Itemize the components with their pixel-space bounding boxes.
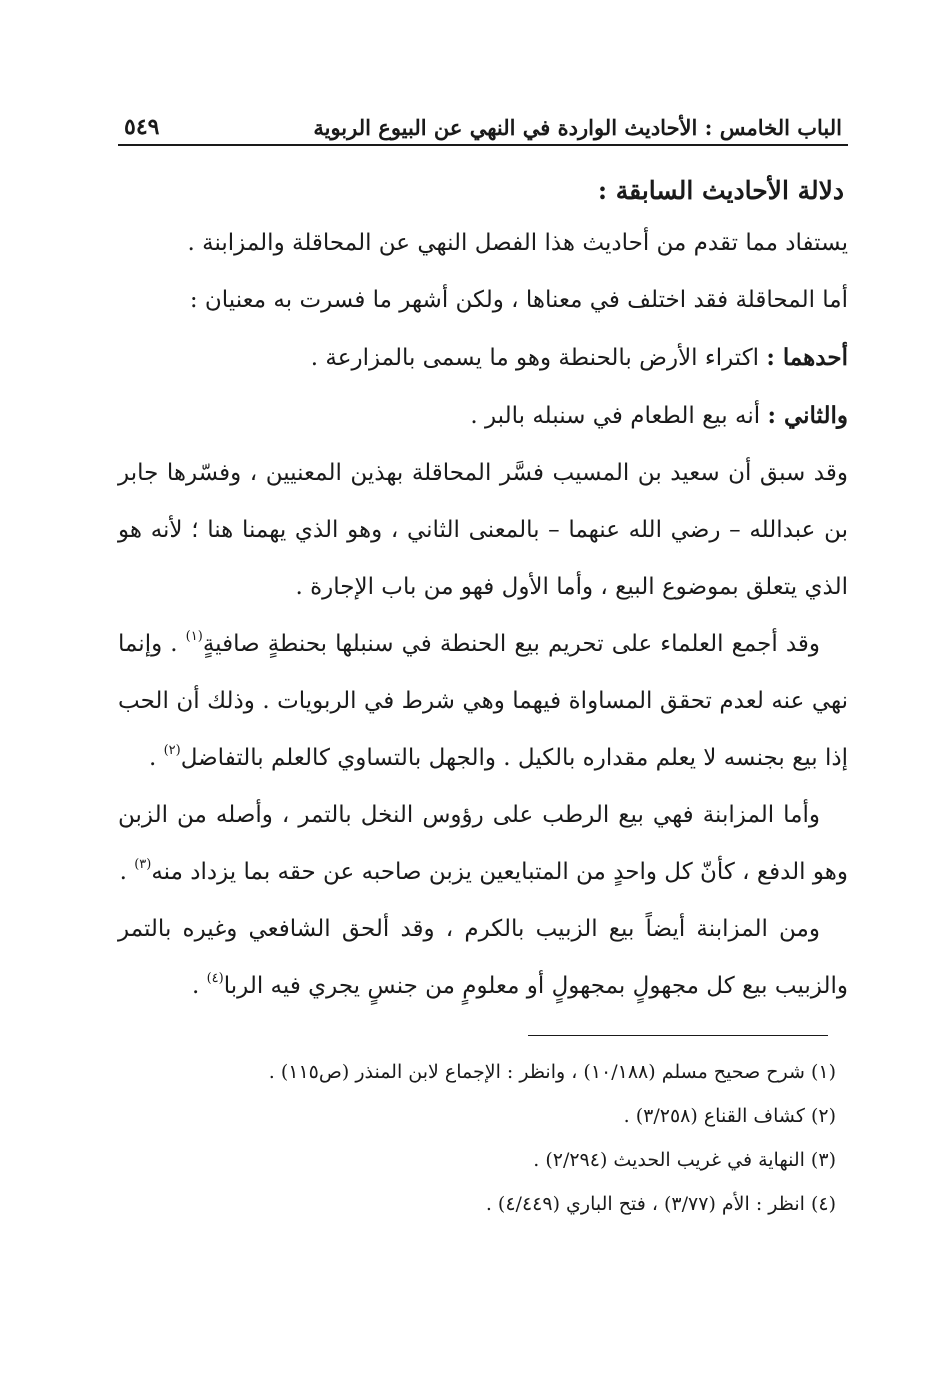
footnote-item: (٣) النهاية في غريب الحديث (٢/٢٩٤) . [533,1149,836,1171]
paragraph-text: . [119,859,135,885]
section-heading: دلالة الأحاديث السابقة : [597,176,844,205]
paragraph-text: وقد سبق أن سعيد بن المسيب فسَّر المحاقلة بهذين المعنيين ، وفسّرها جابر بن عبدالله – رضي الله عنهما – بالمعنى الثاني ، وهو الذي يهمنا هنا ؛ لأنه هو الذي يتعلق بموضوع البيع ، وأما الأول فهو من باب الإجارة . [118,460,848,600]
footnote-item: (١) شرح صحيح مسلم (١٠/١٨٨) ، وانظر : الإجماع لابن المنذر (ص١١٥) . [268,1061,836,1083]
paragraph [118,387,848,445]
page-number: ٥٤٩ [124,114,160,140]
footnote-item: (٤) انظر : الأم (٣/٧٧) ، فتح الباري (٤/٤٤٩) . [485,1193,836,1215]
paragraph [118,787,848,901]
paragraph-text: أما المحاقلة فقد اختلف في معناها ، ولكن أشهر ما فسرت به معنيان : [189,287,848,313]
footnote-separator [528,1035,828,1036]
paragraph [118,616,848,787]
paragraph-text: يستفاد مما تقدم من أحاديث هذا الفصل النهي عن المحاقلة والمزابنة . [187,230,848,256]
paragraph-lead: والثاني : [767,402,848,429]
chapter-title: الباب الخامس : الأحاديث الواردة في النهي عن البيوع الربوية [313,115,842,140]
paragraph-text: أنه بيع الطعام في سنبله بالبر . [470,403,768,429]
paragraph-text: ومن المزابنة أيضاً بيع الزبيب بالكرم ، وقد ألحق الشافعي وغيره بالتمر والزبيب بيع كل مجهولٍ بمجهولٍ أو معلومٍ من جنسٍ يجري فيه الربا [118,916,848,999]
paragraph [118,329,848,387]
paragraph-text: وأما المزابنة فهي بيع الرطب على رؤوس النخل بالتمر ، وأصله من الزبن وهو الدفع ، كأنّ كل واحدٍ من المتبايعين يزبن صاحبه عن حقه بما يزداد منه [118,802,848,885]
paragraph [118,901,848,1015]
paragraph-lead: أحدهما : [766,344,848,371]
paragraph-text: . [148,745,164,771]
book-page [118,100,848,1226]
footnote-ref[interactable]: (٢) [163,743,181,758]
paragraph-text: . [191,973,207,999]
paragraph [118,215,848,272]
footnote-ref[interactable]: (١) [185,629,203,644]
footnote-ref[interactable]: (٤) [206,971,224,986]
paragraph [118,445,848,616]
paragraph [118,272,848,329]
footnote-item: (٢) كشاف القناع (٣/٢٥٨) . [623,1105,836,1127]
footnotes [118,1050,848,1226]
footnote-ref[interactable]: (٣) [134,857,152,872]
running-header [118,100,848,146]
body-text [118,215,848,1015]
paragraph-text: اكتراء الأرض بالحنطة وهو ما يسمى بالمزارعة . [310,345,767,371]
paragraph-text: . وإنما نهي عنه لعدم تحقق المساواة فيهما وهي شرط في الربويات . وذلك أن الحب إذا بيع بجنسه لا يعلم مقداره بالكيل . والجهل بالتساوي كالعلم بالتفاضل [118,631,848,771]
paragraph-text: وقد أجمع العلماء على تحريم بيع الحنطة في سنبلها بحنطةٍ صافيةٍ [202,631,820,657]
